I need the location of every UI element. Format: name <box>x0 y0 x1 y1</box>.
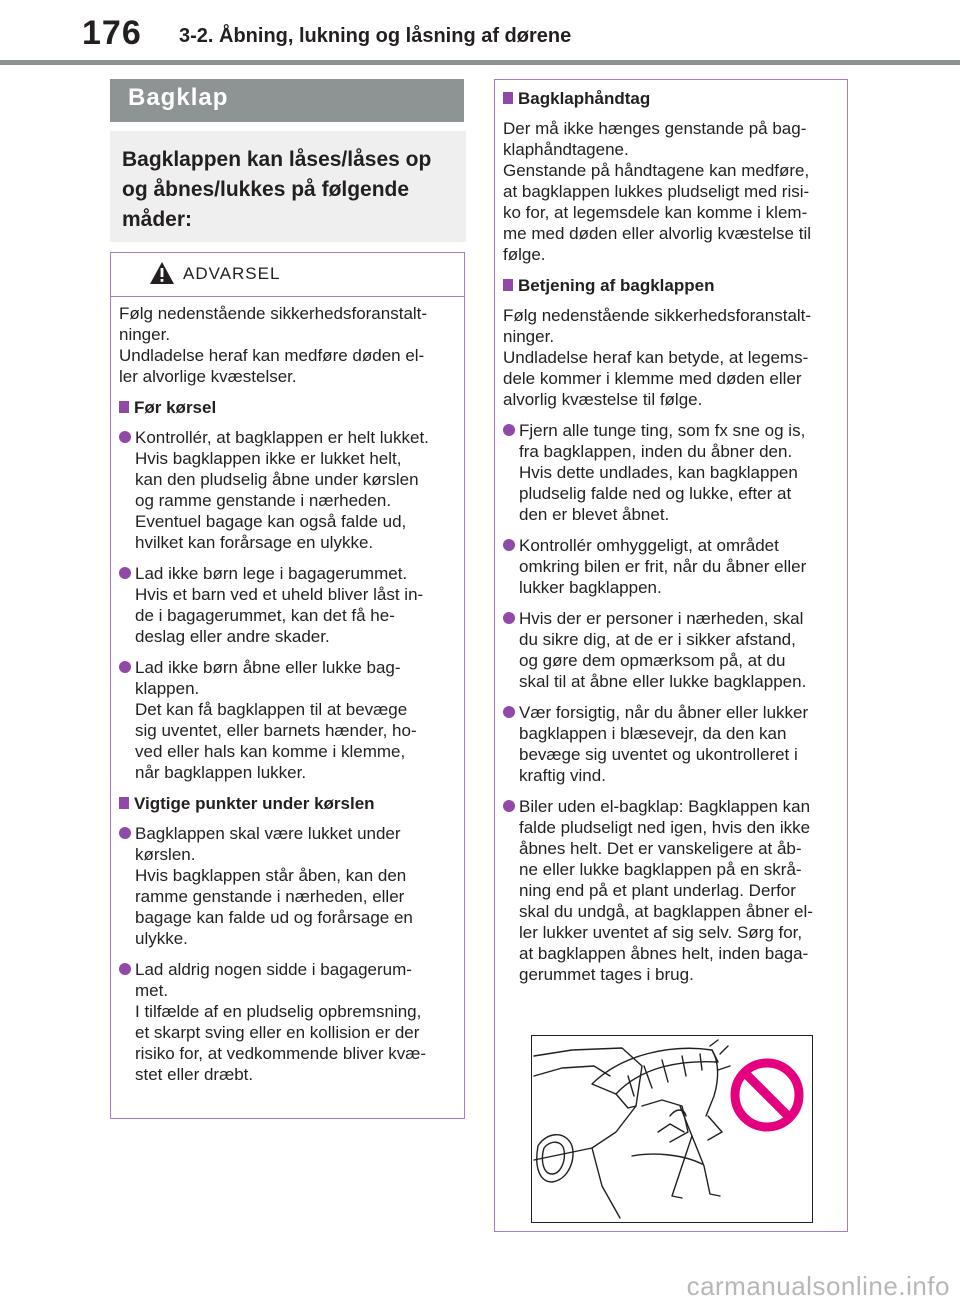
section-intro-text: Bagklappen kan låses/låses op og åbnes/lukkes på følgende måder: <box>122 148 432 231</box>
text-line: ved eller hals kan komme i klemme, <box>135 742 406 761</box>
text-line: lukker bagklappen. <box>519 578 662 597</box>
text-line: omkring bilen er frit, når du åbner eller <box>519 557 807 576</box>
bullet-item <box>503 796 841 985</box>
text-line: Det kan få bagklappen til at bevæge <box>135 700 408 719</box>
text-line: Biler uden el-bagklap: Bagklappen kan <box>519 797 811 816</box>
text-line: dele kommer i klemme med døden eller <box>503 369 802 388</box>
text-line: når bagklappen lukker. <box>135 763 307 782</box>
text-line: Undladelse heraf kan medføre døden el- <box>119 346 425 365</box>
bullet-item <box>119 823 458 949</box>
page-header <box>0 0 960 66</box>
subheading-while-driving: Vigtige punkter under kørslen <box>119 793 458 814</box>
section-title: Bagklap <box>128 84 229 111</box>
bullet-item <box>503 420 841 525</box>
text-line: kraftig vind. <box>519 766 606 785</box>
text-line: kan den pludselig åbne under kørslen <box>135 470 419 489</box>
text-line: ulykke. <box>135 929 188 948</box>
text-line: Der må ikke hænges genstande på bag- <box>503 119 807 138</box>
text-line: Hvis bagklappen ikke er lukket helt, <box>135 449 402 468</box>
text-line: klappen. <box>135 679 200 698</box>
text-line: Hvis bagklappen står åben, kan den <box>135 866 407 885</box>
text-line: Fjern alle tunge ting, som fx sne og is, <box>519 421 806 440</box>
text-line: Bagklappen skal være lukket under <box>135 824 401 843</box>
text-line: sig uventet, eller barnets hænder, ho- <box>135 721 417 740</box>
text-line: hvilket kan forårsage en ulykke. <box>135 533 374 552</box>
page-number: 176 <box>82 14 142 52</box>
text-line: ne eller lukke bagklappen på en skrå- <box>519 860 802 879</box>
text-line: åbnes helt. Det er vanskeligere at åb- <box>519 839 802 858</box>
text-line: Eventuel bagage kan også falde ud, <box>135 512 407 531</box>
text-line: ning end på et plant underlag. Derfor <box>519 881 796 900</box>
header-divider <box>0 60 960 65</box>
paragraph <box>503 305 841 410</box>
section-intro-box <box>110 131 466 242</box>
text-line: ninger. <box>119 325 171 344</box>
watermark: carmanualsonline.info <box>686 1271 950 1301</box>
chapter-title: 3-2. Åbning, lukning og låsning af dørene <box>179 25 572 47</box>
warning-continued-content <box>503 88 841 995</box>
bullet-item <box>119 657 458 783</box>
text-line: fra bagklappen, inden du åbner den. <box>519 442 793 461</box>
text-line: Lad aldrig nogen sidde i bagagerum- <box>135 960 412 979</box>
warning-triangle-icon <box>149 261 175 285</box>
subheading-tailgate-handle: Bagklaphåndtag <box>503 88 841 109</box>
text-line: følge. <box>503 245 546 264</box>
text-line: Lad ikke børn åbne eller lukke bag- <box>135 658 401 677</box>
subheading-before-driving: Før kørsel <box>119 397 458 418</box>
text-line: Hvis dette undlades, kan bagklappen <box>519 463 798 482</box>
text-line: gerummet tages i brug. <box>519 965 694 984</box>
section-title-bar <box>110 79 464 122</box>
text-line: Følg nedenstående sikkerhedsforanstalt- <box>119 304 428 323</box>
text-line: risiko for, at vedkommende bliver kvæ- <box>135 1044 426 1063</box>
bullet-item <box>503 608 841 692</box>
text-line: ko for, at legemsdele kan komme i klem- <box>503 203 808 222</box>
text-line: kørslen. <box>135 845 196 864</box>
text-line: pludselig falde ned og lukke, efter at <box>519 484 792 503</box>
text-line: og gøre dem opmærksom på, at du <box>519 651 786 670</box>
text-line: ler lukker uventet af sig selv. Sørg for, <box>519 923 803 942</box>
text-line: de i bagagerummet, kan det få he- <box>135 606 395 625</box>
text-line: skal du undgå, at bagklappen åbner el- <box>519 902 813 921</box>
tailgate-warning-illustration <box>531 1035 813 1223</box>
prohibition-icon <box>728 1056 806 1134</box>
text-line: Lad ikke børn lege i bagagerummet. <box>135 564 408 583</box>
text-line: deslag eller andre skader. <box>135 627 330 646</box>
warning-content <box>119 303 458 1095</box>
warning-intro <box>119 303 458 387</box>
text-line: bevæge sig uventet og ukontrolleret i <box>519 745 798 764</box>
text-line: at bagklappen lukkes pludseligt med risi- <box>503 182 810 201</box>
text-line: Kontrollér, at bagklappen er helt lukket. <box>135 428 429 447</box>
bullet-item <box>119 427 458 553</box>
text-line: Hvis et barn ved et uheld bliver låst in- <box>135 585 424 604</box>
text-line: Genstande på håndtagene kan medføre, <box>503 161 810 180</box>
text-line: met. <box>135 981 169 1000</box>
text-line: bagklappen i blæsevejr, da den kan <box>519 724 787 743</box>
text-line: skal til at åbne eller lukke bagklappen. <box>519 672 807 691</box>
bullet-item <box>119 563 458 647</box>
text-line: ler alvorlige kvæstelser. <box>119 367 297 386</box>
text-line: og ramme genstande i nærheden. <box>135 491 392 510</box>
text-line: et skarpt sving eller en kollision er der <box>135 1023 420 1042</box>
bullet-item <box>503 535 841 598</box>
text-line: Kontrollér omhyggeligt, at området <box>519 536 779 555</box>
warning-title: ADVARSEL <box>183 264 281 283</box>
text-line: alvorlig kvæstelse til følge. <box>503 390 703 409</box>
warning-header <box>111 253 464 297</box>
text-line: Hvis der er personer i nærheden, skal <box>519 609 804 628</box>
text-line: klaphåndtagene. <box>503 140 629 159</box>
warning-box <box>110 252 465 1119</box>
text-line: ninger. <box>503 327 555 346</box>
text-line: Undladelse heraf kan betyde, at legems- <box>503 348 809 367</box>
text-line: I tilfælde af en pludselig opbremsning, <box>135 1002 422 1021</box>
text-line: du sikre dig, at de er i sikker afstand, <box>519 630 796 649</box>
paragraph <box>503 118 841 265</box>
text-line: stet eller dræbt. <box>135 1065 254 1084</box>
text-line: Følg nedenstående sikkerhedsforanstalt- <box>503 306 812 325</box>
bullet-item <box>503 702 841 786</box>
text-line: ramme genstande i nærheden, eller <box>135 887 405 906</box>
bullet-item <box>119 959 458 1085</box>
text-line: falde pludseligt ned igen, hvis den ikke <box>519 818 811 837</box>
subheading-operating-tailgate: Betjening af bagklappen <box>503 275 841 296</box>
text-line: den er blevet åbnet. <box>519 505 670 524</box>
text-line: me med døden eller alvorlig kvæstelse til <box>503 224 812 243</box>
text-line: bagage kan falde ud og forårsage en <box>135 908 413 927</box>
text-line: at bagklappen åbnes helt, inden baga- <box>519 944 809 963</box>
text-line: Vær forsigtig, når du åbner eller lukker <box>519 703 809 722</box>
